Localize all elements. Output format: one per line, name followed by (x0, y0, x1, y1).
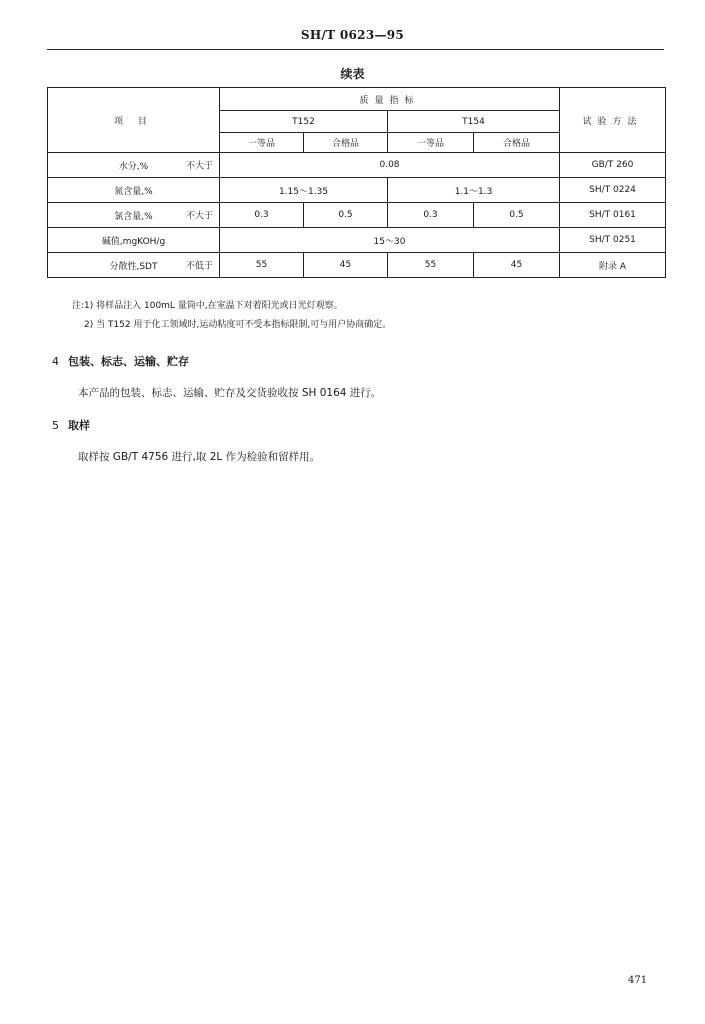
row-value: 0.08 (220, 153, 560, 178)
row-value: 15～30 (220, 228, 560, 253)
section-5-body: 取样按 GB/T 4756 进行,取 2L 作为检验和留样用。 (78, 451, 321, 463)
row-method: SH/T 0251 (560, 228, 666, 253)
table-notes (72, 297, 391, 335)
row-value: 0.5 (474, 203, 560, 228)
header-item: 项 目 (48, 88, 220, 153)
row-value: 45 (474, 253, 560, 278)
row-item: 氮含量,% (48, 178, 220, 203)
row-method: 附录 A (560, 253, 666, 278)
standard-code-header: SH/T 0623—95 (300, 28, 405, 42)
row-item: 碱值,mgKOH/g (48, 228, 220, 253)
note-2: 2) 当 T152 用于化工领域时,运动粘度可不受本指标限制,可与用户协商确定。 (84, 320, 392, 330)
table-caption: 续表 (340, 67, 365, 81)
row-item: 水分,% 不大于 (48, 153, 220, 178)
table-header-row (48, 88, 666, 111)
section-4-body: 本产品的包装、标志、运输、贮存及交货验收按 SH 0164 进行。 (78, 387, 382, 399)
section-5-title: 5 取样 (52, 419, 90, 432)
table-row (48, 228, 666, 253)
row-method: SH/T 0224 (560, 178, 666, 203)
row-method: SH/T 0161 (560, 203, 666, 228)
table-row (48, 253, 666, 278)
row-value: 45 (304, 253, 388, 278)
sub-first-t154: 一等品 (388, 133, 474, 153)
section-4-title: 4 包装、标志、运输、贮存 (52, 355, 189, 368)
sub-first-t152: 一等品 (220, 133, 304, 153)
sub-qualified-t154: 合格品 (474, 133, 560, 153)
row-value: 55 (388, 253, 474, 278)
spec-table (47, 87, 666, 278)
row-value: 0.3 (220, 203, 304, 228)
header-quality: 质量指标 (220, 88, 560, 111)
row-value-t154: 1.1～1.3 (388, 178, 560, 203)
row-value-t152: 1.15～1.35 (220, 178, 388, 203)
sub-qualified-t152: 合格品 (304, 133, 388, 153)
header-rule (47, 49, 664, 50)
row-value: 55 (220, 253, 304, 278)
header-method: 试验方法 (560, 88, 666, 153)
row-item: 氯含量,% 不大于 (48, 203, 220, 228)
grade-t152: T152 (220, 111, 388, 133)
row-item: 分散性,SDT 不低于 (48, 253, 220, 278)
row-value: 0.3 (388, 203, 474, 228)
row-method: GB/T 260 (560, 153, 666, 178)
row-value: 0.5 (304, 203, 388, 228)
page-number: 471 (628, 975, 648, 986)
grade-t154: T154 (388, 111, 560, 133)
note-1: 注:1) 将样品注入 100mL 量筒中,在室温下对着阳光或日光灯观察。 (72, 301, 343, 311)
table-row (48, 153, 666, 178)
table-row (48, 203, 666, 228)
table-row (48, 178, 666, 203)
